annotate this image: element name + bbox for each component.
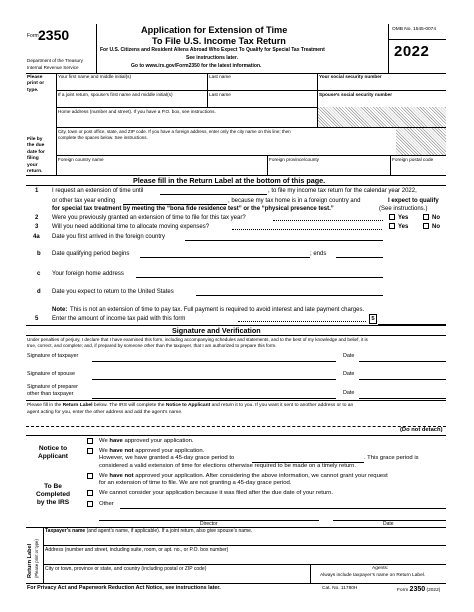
city-label-line1: City, town or post office, state, and ZIP code. If you have a foreign address, enter only the city name on this line; then <box>58 129 291 134</box>
first-name-label: Your first name and middle initial(s) <box>58 74 132 79</box>
rule-footer <box>26 583 446 584</box>
preparer-date-input[interactable] <box>359 398 446 399</box>
do-not-detach: (Do not detach) <box>400 427 443 433</box>
rule-signature-heading <box>26 335 446 336</box>
line-5-text: Enter the amount of income tax paid with this form <box>52 316 186 322</box>
spouse-date-label: Date <box>343 371 355 377</box>
other-text: Other <box>99 501 114 507</box>
see-instructions: See instructions later. <box>186 55 238 61</box>
preparer-date-label: Date <box>343 390 355 396</box>
line-3-number: 3 <box>35 224 39 230</box>
notice-to-applicant-label: Notice to Applicant <box>37 445 69 460</box>
taxpayer-signature-input[interactable] <box>92 361 336 362</box>
form-title-line1: Application for Extension of Time <box>141 25 288 35</box>
taxpayer-signature-label: Signature of taxpayer <box>27 353 79 359</box>
line-2-no-checkbox[interactable] <box>423 214 429 220</box>
label-left-border <box>43 527 44 583</box>
spouse-signature-label: Signature of spouse <box>27 371 75 377</box>
form-footer-id: Form 2350 (2022) <box>397 586 441 593</box>
label-name-title: Taxpayer’s name (and agent’s name, if applicable). If a joint return, also give spouse’s name. <box>45 528 253 534</box>
catalog-number: Cat. No. 11780H <box>322 586 358 591</box>
line-2-text: Were you previously granted an extension of time to file for this tax year? <box>52 215 246 221</box>
line-2-yes-checkbox[interactable] <box>389 214 395 220</box>
line-3-yes-label: Yes <box>398 224 409 230</box>
line-3-no-checkbox[interactable] <box>423 223 429 229</box>
line-4b-number: b <box>37 251 41 257</box>
form-header <box>26 24 446 77</box>
line-4a-number: 4a <box>33 234 40 240</box>
director-label: Director <box>200 521 218 527</box>
not-approved-checkbox[interactable] <box>87 473 93 479</box>
director-date-label: Date <box>383 521 394 527</box>
line-1-text-b: , to file my income tax return for the calendar year 2022, <box>268 188 417 194</box>
rule-city <box>56 155 446 156</box>
extension-date-input[interactable] <box>160 194 267 195</box>
form-number: 2350 <box>38 27 70 43</box>
spouse-date-input[interactable] <box>359 379 446 380</box>
line-3-yes-checkbox[interactable] <box>389 223 395 229</box>
return-label-instructions: Please fill in the Return Label below. The IRS will complete the Notice to Applicant and return it to you. If you want it sent to another address or to an <box>27 403 354 408</box>
foreign-province-label: Foreign province/county <box>269 157 320 162</box>
foreign-home-address-input[interactable] <box>136 277 383 278</box>
line-4d-number: d <box>37 289 41 295</box>
city-shaded-area <box>396 128 446 155</box>
rule-signature-bottom <box>26 400 446 401</box>
agents-note-2: Always include taxpayer’s name on Return Label. <box>320 573 426 578</box>
label-city-title: City or town, province or state, and country (including postal or ZIP code) <box>45 566 207 572</box>
line-2-no-label: No <box>432 215 440 221</box>
approved-checkbox[interactable] <box>87 438 93 444</box>
spouse-last-name-label: Last name <box>209 92 231 97</box>
note-label: Note: <box>52 307 68 313</box>
line-1-text-g: (See instructions.) <box>379 206 428 212</box>
last-name-label: Last name <box>209 74 231 79</box>
line-4c-number: c <box>37 271 41 277</box>
foreign-country-label: Foreign country name <box>58 157 104 162</box>
line-1-text-c: or other tax year ending <box>52 198 116 204</box>
line-3-leader <box>232 229 382 230</box>
form-title-line2: To File U.S. Income Tax Return <box>152 36 286 46</box>
line-4b-ends: ; ends <box>310 251 327 257</box>
line-4c-text: Your foreign home address <box>52 271 124 277</box>
line-2-leader <box>273 220 383 221</box>
return-date-input[interactable] <box>196 295 383 296</box>
line-4b-text: Date qualifying period begins <box>52 251 130 257</box>
line-4d-text: Date you expect to return to the United States <box>52 289 174 295</box>
spouse-first-name-label: If a joint return, spouse’s first name and middle initial(s) <box>58 92 173 97</box>
rule-label-name <box>43 545 446 546</box>
qualifying-begin-input[interactable] <box>140 257 310 258</box>
city-label-line2: complete the spaces below. See instructions. <box>58 135 148 140</box>
approved-text: We have approved your application. <box>99 438 194 444</box>
grace-period-text: However, we have granted a 45-day grace period to <box>99 455 235 461</box>
other-checkbox[interactable] <box>87 501 93 507</box>
form-subtitle: For U.S. Citizens and Resident Aliens Abroad Who Expect To Qualify for Special Tax Treatment <box>100 47 325 53</box>
rule-home <box>56 127 446 128</box>
grace-period-text-2: . This grace period is <box>364 455 419 461</box>
return-label-instructions-2: agent acting for you, enter the other address and add the agent’s name. <box>27 410 183 415</box>
please-print-note: Please print or type. <box>27 75 45 93</box>
line-3-text: Will you need additional time to allocate moving expenses? <box>52 224 210 230</box>
return-label-banner: Please fill in the Return Label at the bottom of this page. <box>133 176 326 185</box>
preparer-signature-input[interactable] <box>92 398 336 399</box>
label-right-divider <box>310 564 311 583</box>
perjury-line2: true, correct, and complete; and, if prepared by someone other than the taxpayer, that I am authorized to prepare this form. <box>27 343 277 348</box>
qualifying-end-input[interactable] <box>336 257 383 258</box>
taxpayer-date-label: Date <box>343 353 355 359</box>
line-5-leader <box>238 321 366 322</box>
taxpayer-date-input[interactable] <box>359 361 446 362</box>
rule-banner <box>26 185 446 186</box>
line-1-text-d: , because my tax home is in a foreign country and <box>228 198 361 204</box>
arrival-date-input[interactable] <box>185 240 383 241</box>
file-by-note: File by the due date for filing your return. <box>27 137 45 175</box>
omb-divider <box>388 39 446 40</box>
tax-year: 2022 <box>394 43 430 60</box>
to-be-completed-label: To Be Completed by the IRS <box>35 483 71 506</box>
spouse-signature-input[interactable] <box>92 379 336 380</box>
note-text: This is not an extension of time to pay tax. Full payment is required to avoid interest and late payment charges. <box>70 307 365 313</box>
line-2-number: 2 <box>35 215 39 221</box>
agents-note-1: Agents: <box>372 566 389 571</box>
return-label-side: Return Label (Please print or type) <box>27 539 39 578</box>
other-input[interactable] <box>120 508 446 509</box>
spouse-ssn-label: Spouse’s social security number <box>319 92 393 97</box>
rule-spouse <box>56 107 317 108</box>
home-address-label: Home address (number and street). If you have a P.O. box, see instructions. <box>58 109 216 114</box>
label-address-title: Address (number and street, including suite, room, or apt. no., or P.O. box number) <box>45 547 229 553</box>
tax-year-ending-input[interactable] <box>123 204 227 205</box>
ssn-label: Your social security number <box>319 74 382 79</box>
line-1-text-e: I expect to qualify <box>388 198 439 204</box>
privacy-notice: For Privacy Act and Paperwork Reduction Act Notice, see instructions later. <box>27 585 221 591</box>
ssn-shaded-area <box>318 107 446 127</box>
signature-heading: Signature and Verification <box>172 326 261 335</box>
omb-number: OMB No. 1545-0074 <box>392 27 436 32</box>
not-approved-text-2: for an extension of time to file. We are not granting a 45-day grace period. <box>99 480 292 486</box>
header-divider-left <box>96 24 97 73</box>
line-5-number: 5 <box>35 316 39 322</box>
not-approved-text: We have not approved your application. After considering the above information, we cannot grant your request <box>99 473 388 479</box>
line-1-text-f: for special tax treatment by meeting the “bona fide residence test” or the “physical presence test.” <box>52 206 334 212</box>
late-filing-text: We cannot consider your application because it was filed after the due date of your return. <box>99 490 334 496</box>
not-approved-grace-checkbox[interactable] <box>87 448 93 454</box>
perjury-line1: Under penalties of perjury, I declare that I have examined this form, including accompanying schedules and statements, and to the best of my knowledge and belief, it is <box>27 337 368 342</box>
province-divider <box>267 155 268 175</box>
postal-divider <box>390 155 391 175</box>
late-filing-checkbox[interactable] <box>87 490 93 496</box>
cut-line <box>26 426 446 427</box>
line-4a-text: Date you first arrived in the foreign country <box>52 234 166 240</box>
form-label: Form <box>27 33 39 39</box>
department-line: Department of the Treasury <box>27 58 83 63</box>
foreign-postal-label: Foreign postal code <box>392 157 434 162</box>
preparer-signature-label-1: Signature of preparer <box>27 384 78 390</box>
line-5-box: 5 <box>369 314 377 324</box>
grace-period-text-3: considered a valid extension of time for elections otherwise required to be made on a timely return. <box>99 463 357 469</box>
not-approved-grace-text: We have not approved your application. <box>99 448 205 454</box>
line-3-no-label: No <box>432 224 440 230</box>
preparer-signature-label-2: other than taxpayer <box>27 391 74 397</box>
goto-line: Go to www.irs.gov/Form2350 for the latest information. <box>131 63 262 69</box>
rule-name <box>56 90 446 91</box>
rule-notice-top <box>26 435 446 436</box>
address-left-border <box>56 73 57 175</box>
header-divider-right <box>388 24 389 73</box>
line-1-text-a: I request an extension of time until <box>52 188 144 194</box>
rule-label-address <box>43 564 446 565</box>
irs-line: Internal Revenue Service <box>27 65 79 70</box>
line-2-yes-label: Yes <box>398 215 409 221</box>
line-1-number: 1 <box>35 188 39 194</box>
